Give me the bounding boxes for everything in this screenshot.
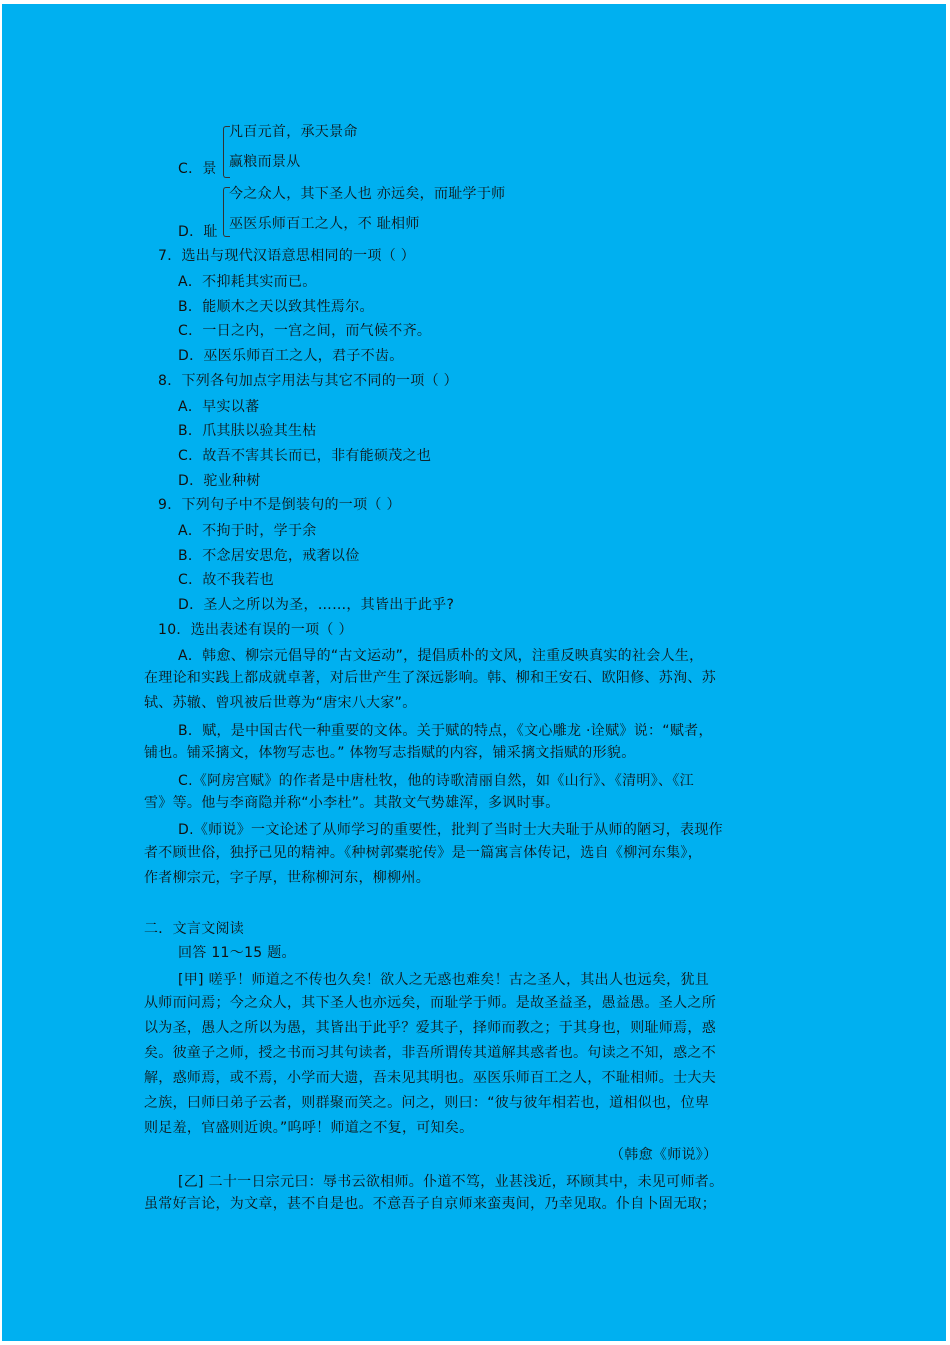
passage-yi-line1: [乙] 二十一日宗元曰：辱书云欲相师。仆道不笃，业甚浅近，环顾其中，未见可师者。 [178, 1174, 724, 1190]
q10-option-a-line1: A．韩愈、柳宗元倡导的“古文运动”，提倡质朴的文风，注重反映真实的社会人生， [178, 648, 704, 664]
q8-option-d: D．驼业种树 [178, 473, 261, 489]
option-c-label: C．景 [178, 161, 217, 177]
passage-jia-line7: 则足羞，官盛则近谀。”呜呼！师道之不复，可知矣。 [144, 1120, 474, 1136]
option-d-line1: 今之众人，其下圣人也 亦远矣，而耻学于师 [229, 186, 506, 202]
q9-option-d: D．圣人之所以为圣，……，其皆出于此乎? [178, 597, 455, 613]
q10-option-a-line3: 轼、苏辙、曾巩被后世尊为“唐宋八大家”。 [144, 695, 417, 711]
passage-jia-line3: 以为圣，愚人之所以为愚，其皆出于此乎？爱其子，择师而教之；于其身也，则耻师焉，惑 [144, 1020, 716, 1036]
q10-option-d-line1: D.《师说》一文论述了从师学习的重要性，批判了当时士大夫耻于从师的陋习，表现作 [178, 822, 723, 838]
option-c-line1: 凡百元首，承天景命 [229, 124, 358, 140]
passage-jia-line2: 从师而问焉；今之众人，其下圣人也亦远矣，而耻学于师。是故圣益圣，愚益愚。圣人之所 [144, 995, 716, 1011]
q7-option-b: B．能顺木之天以致其性焉尔。 [178, 299, 374, 315]
section-instruction: 回答 11～15 题。 [178, 945, 296, 961]
passage-yi-line2: 虽常好言论，为文章，甚不自是也。不意吾子自京师来蛮夷间，乃幸见取。仆自卜固无取； [144, 1196, 716, 1212]
q10-option-c-line1: C.《阿房宫赋》的作者是中唐杜牧，他的诗歌清丽自然，如《山行》、《清明》、《江 [178, 773, 694, 789]
q9-option-a: A．不拘于时，学于余 [178, 523, 317, 539]
q8-stem: 8．下列各句加点字用法与其它不同的一项（ ） [158, 373, 458, 389]
option-c-line2: 赢粮而景从 [229, 154, 301, 170]
q8-option-b: B．爪其肤以验其生枯 [178, 423, 317, 439]
option-d-line2: 巫医乐师百工之人，不 耻相师 [229, 216, 420, 232]
q10-stem: 10．选出表述有误的一项（ ） [158, 622, 353, 638]
passage-jia-line5: 解，惑师焉，或不焉，小学而大遗，吾未见其明也。巫医乐师百工之人，不耻相师。士大夫 [144, 1070, 716, 1086]
q7-stem: 7．选出与现代汉语意思相同的一项（ ） [158, 248, 416, 264]
q10-option-c-line2: 雪》等。他与李商隐并称“小李杜”。其散文气势雄浑，多讽时事。 [144, 795, 560, 811]
passage-jia-line4: 矣。彼童子之师，授之书而习其句读者，非吾所谓传其道解其惑者也。句读之不知，惑之不 [144, 1045, 716, 1061]
document-page [2, 4, 946, 1341]
q8-option-c: C．故吾不害其长而已，非有能硕茂之也 [178, 448, 432, 464]
q10-option-a-line2: 在理论和实践上都成就卓著，对后世产生了深远影响。韩、柳和王安石、欧阳修、苏洵、苏 [144, 670, 716, 686]
section-title: 二．文言文阅读 [144, 921, 245, 937]
q7-option-d: D．巫医乐师百工之人，君子不齿。 [178, 348, 404, 364]
q10-option-b-line1: B．赋，是中国古代一种重要的文体。关于赋的特点，《文心雕龙 ·诠赋》说：“赋者， [178, 723, 713, 739]
q9-option-c: C．故不我若也 [178, 572, 274, 588]
q10-option-d-line2: 者不顾世俗，独抒己见的精神。《种树郭橐驼传》是一篇寓言体传记，选自《柳河东集》， [144, 845, 702, 861]
q9-option-b: B．不念居安思危，戒奢以俭 [178, 548, 360, 564]
q7-option-c: C．一日之内，一宫之间，而气候不齐。 [178, 323, 432, 339]
q8-option-a: A．早实以蕃 [178, 399, 260, 415]
q7-option-a: A．不抑耗其实而已。 [178, 274, 317, 290]
q10-option-d-line3: 作者柳宗元，字子厚，世称柳河东，柳柳州。 [144, 870, 430, 886]
passage-jia-line1: [甲] 嗟乎！师道之不传也久矣！欲人之无惑也难矣！古之圣人，其出人也远矣，犹且 [178, 972, 710, 988]
option-d-label: D．耻 [178, 224, 218, 240]
q9-stem: 9．下列句子中不是倒装句的一项（ ） [158, 497, 401, 513]
passage-jia-line6: 之族，曰师曰弟子云者，则群聚而笑之。问之，则曰：“彼与彼年相若也，道相似也，位卑 [144, 1095, 710, 1111]
q10-option-b-line2: 铺也。铺采摛文，体物写志也。” 体物写志指赋的内容，铺采摛文指赋的形貌。 [144, 745, 636, 761]
passage-jia-source: （韩愈《师说》） [610, 1147, 718, 1163]
